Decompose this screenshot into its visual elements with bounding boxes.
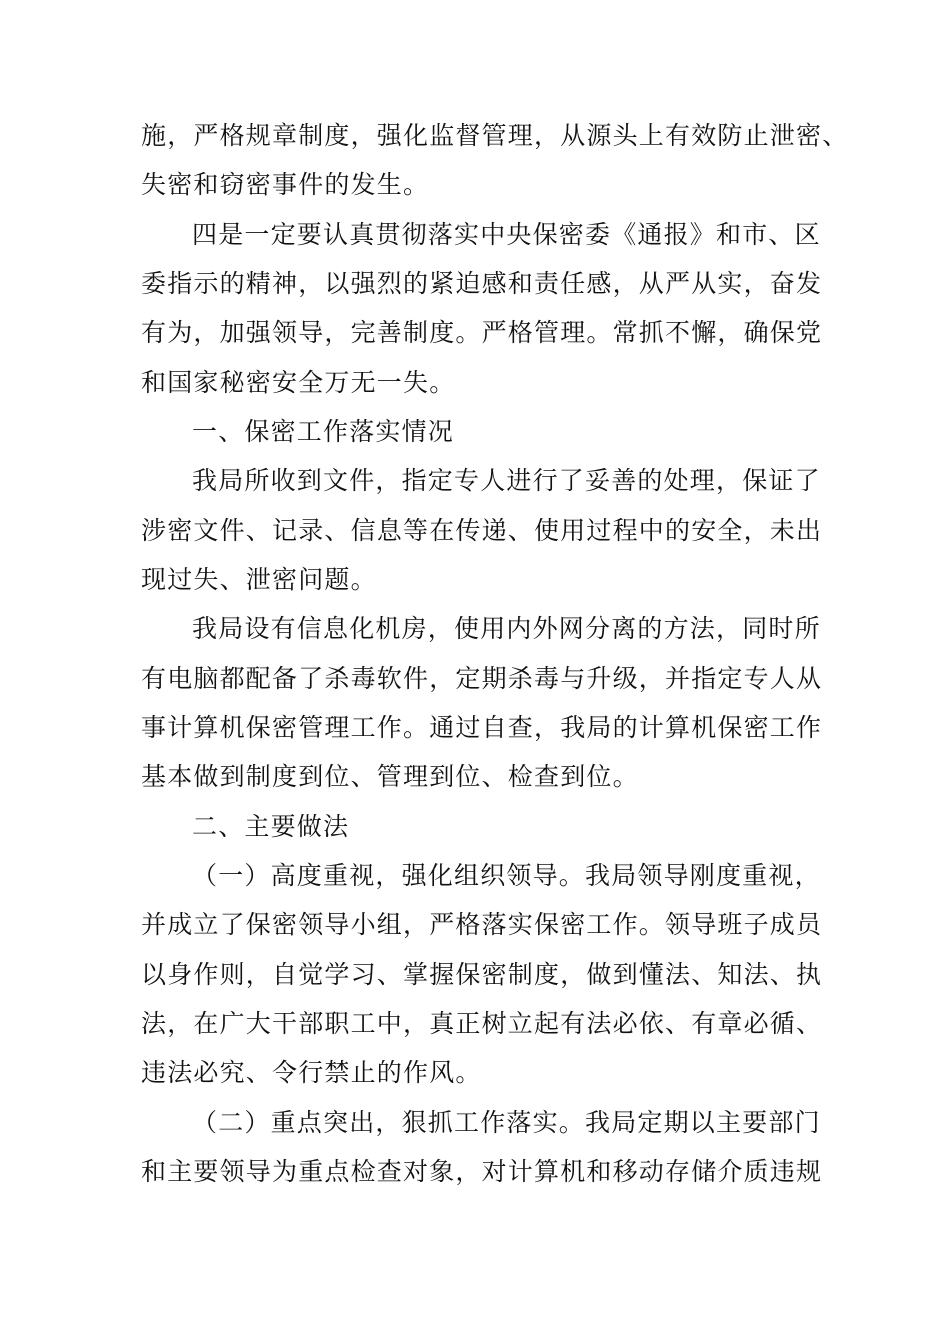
paragraph-files-start: 我局所收到文件，指定专人进行了妥善的处理，保证了 bbox=[192, 466, 821, 495]
text-line-22: 和主要领导为重点检查对象，对计算机和移动存储介质违规 bbox=[141, 1157, 823, 1186]
section-heading-2: 二、主要做法 bbox=[192, 812, 350, 841]
text-line-4: 委指示的精神，以强烈的紧迫感和责任感，从严从实，奋发 bbox=[141, 269, 823, 298]
subsection-1-start: （一）高度重视，强化组织领导。我局领导刚度重视， bbox=[192, 861, 821, 890]
text-line-14: 基本做到制度到位、管理到位、检查到位。 bbox=[141, 762, 639, 791]
text-line-1: 施，严格规章制度，强化监督管理，从源头上有效防止泄密、 bbox=[141, 121, 849, 150]
text-line-13: 事计算机保密管理工作。通过自查，我局的计算机保密工作 bbox=[141, 713, 823, 742]
subsection-2-start: （二）重点突出，狠抓工作落实。我局定期以主要部门 bbox=[192, 1108, 821, 1137]
text-line-10: 现过失、泄密问题。 bbox=[141, 565, 377, 594]
text-line-6: 和国家秘密安全万无一失。 bbox=[141, 368, 456, 397]
section-heading-1: 一、保密工作落实情况 bbox=[192, 417, 455, 446]
text-line-18: 以身作则，自觉学习、掌握保密制度，做到懂法、知法、执 bbox=[141, 960, 823, 989]
paragraph-4-start: 四是一定要认真贯彻落实中央保密委《通报》和市、区 bbox=[192, 220, 821, 249]
text-line-9: 涉密文件、记录、信息等在传递、使用过程中的安全，未出 bbox=[141, 516, 823, 545]
text-line-17: 并成立了保密领导小组，严格落实保密工作。领导班子成员 bbox=[141, 910, 823, 939]
paragraph-it-start: 我局设有信息化机房，使用内外网分离的方法，同时所 bbox=[192, 614, 821, 643]
text-line-20: 违法必究、令行禁止的作风。 bbox=[141, 1058, 482, 1087]
text-line-2: 失密和窃密事件的发生。 bbox=[141, 170, 430, 199]
text-line-5: 有为，加强领导，完善制度。严格管理。常抓不懈，确保党 bbox=[141, 318, 823, 347]
text-line-12: 有电脑都配备了杀毒软件，定期杀毒与升级，并指定专人从 bbox=[141, 664, 823, 693]
text-line-19: 法，在广大干部职工中，真正树立起有法必依、有章必循、 bbox=[141, 1009, 823, 1038]
